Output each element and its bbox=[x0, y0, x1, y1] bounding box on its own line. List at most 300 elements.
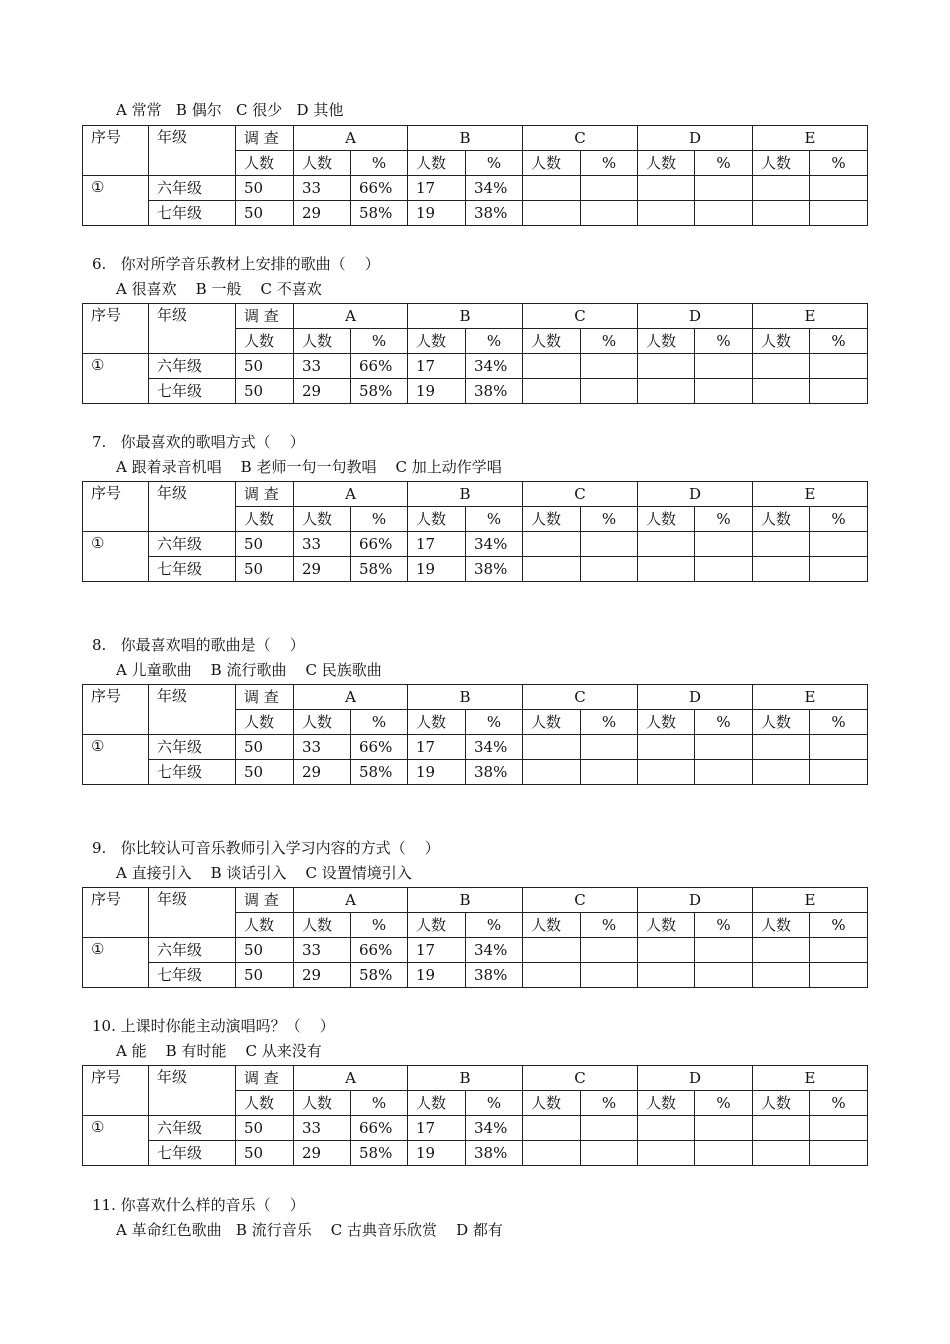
row-a-percent: 58% bbox=[351, 760, 408, 785]
header-option-c: C bbox=[523, 126, 638, 151]
header-option-c: C bbox=[523, 685, 638, 710]
subheader-count-d: 人数 bbox=[638, 913, 695, 938]
empty-cell bbox=[753, 1141, 810, 1166]
row-a-percent: 58% bbox=[351, 379, 408, 404]
empty-cell bbox=[753, 1116, 810, 1141]
row-a-percent: 58% bbox=[351, 963, 408, 988]
row-seq: ① bbox=[83, 176, 149, 226]
subheader-count-a: 人数 bbox=[294, 913, 351, 938]
empty-cell bbox=[638, 176, 695, 201]
empty-cell bbox=[638, 963, 695, 988]
header-option-c: C bbox=[523, 1066, 638, 1091]
header-surveyed: 调 查 bbox=[236, 126, 294, 151]
subheader-count-c: 人数 bbox=[523, 913, 581, 938]
table-row bbox=[83, 532, 868, 557]
header-option-d: D bbox=[638, 1066, 753, 1091]
empty-cell bbox=[753, 557, 810, 582]
empty-cell bbox=[753, 201, 810, 226]
row-b-percent: 38% bbox=[466, 379, 523, 404]
empty-cell bbox=[810, 557, 868, 582]
empty-cell bbox=[695, 760, 753, 785]
subheader-percent-c: % bbox=[581, 1091, 638, 1116]
header-surveyed-count: 人数 bbox=[236, 1091, 294, 1116]
header-option-b: B bbox=[408, 126, 523, 151]
question-text: 8. 你最喜欢唱的歌曲是（ ） bbox=[92, 636, 305, 654]
row-a-percent: 66% bbox=[351, 1116, 408, 1141]
row-surveyed: 50 bbox=[236, 760, 294, 785]
row-a-count: 29 bbox=[294, 760, 351, 785]
header-option-b: B bbox=[408, 685, 523, 710]
table-header-row bbox=[83, 126, 868, 151]
row-surveyed: 50 bbox=[236, 1141, 294, 1166]
subheader-percent-a: % bbox=[351, 507, 408, 532]
empty-cell bbox=[638, 938, 695, 963]
row-b-percent: 38% bbox=[466, 1141, 523, 1166]
empty-cell bbox=[753, 354, 810, 379]
row-b-count: 17 bbox=[408, 1116, 466, 1141]
empty-cell bbox=[810, 354, 868, 379]
header-grade: 年级 bbox=[149, 482, 236, 532]
empty-cell bbox=[581, 201, 638, 226]
row-a-percent: 66% bbox=[351, 938, 408, 963]
table-row bbox=[83, 1116, 868, 1141]
empty-cell bbox=[638, 557, 695, 582]
header-option-e: E bbox=[753, 888, 868, 913]
header-surveyed: 调 查 bbox=[236, 304, 294, 329]
empty-cell bbox=[753, 938, 810, 963]
subheader-percent-a: % bbox=[351, 329, 408, 354]
survey-table-1 bbox=[82, 303, 868, 404]
question-text: 11. 你喜欢什么样的音乐（ ） bbox=[92, 1196, 305, 1214]
subheader-count-d: 人数 bbox=[638, 507, 695, 532]
row-b-count: 19 bbox=[408, 379, 466, 404]
row-b-count: 17 bbox=[408, 938, 466, 963]
empty-cell bbox=[581, 176, 638, 201]
row-a-count: 33 bbox=[294, 1116, 351, 1141]
row-b-percent: 34% bbox=[466, 938, 523, 963]
empty-cell bbox=[638, 379, 695, 404]
empty-cell bbox=[523, 760, 581, 785]
empty-cell bbox=[695, 201, 753, 226]
empty-cell bbox=[581, 963, 638, 988]
empty-cell bbox=[638, 532, 695, 557]
empty-cell bbox=[695, 557, 753, 582]
row-b-count: 19 bbox=[408, 760, 466, 785]
subheader-count-c: 人数 bbox=[523, 1091, 581, 1116]
subheader-percent-e: % bbox=[810, 329, 868, 354]
subheader-count-b: 人数 bbox=[408, 1091, 466, 1116]
empty-cell bbox=[695, 532, 753, 557]
answer-options: A 很喜欢 B 一般 C 不喜欢 bbox=[116, 280, 322, 298]
survey-table-0 bbox=[82, 125, 868, 226]
row-surveyed: 50 bbox=[236, 963, 294, 988]
row-seq: ① bbox=[83, 1116, 149, 1166]
subheader-count-e: 人数 bbox=[753, 913, 810, 938]
subheader-count-e: 人数 bbox=[753, 329, 810, 354]
row-b-count: 19 bbox=[408, 1141, 466, 1166]
header-surveyed: 调 查 bbox=[236, 482, 294, 507]
empty-cell bbox=[523, 1141, 581, 1166]
subheader-count-b: 人数 bbox=[408, 507, 466, 532]
subheader-count-c: 人数 bbox=[523, 329, 581, 354]
row-a-count: 33 bbox=[294, 354, 351, 379]
row-a-percent: 66% bbox=[351, 735, 408, 760]
row-grade: 六年级 bbox=[149, 735, 236, 760]
subheader-count-e: 人数 bbox=[753, 507, 810, 532]
empty-cell bbox=[810, 963, 868, 988]
question-text: 9. 你比较认可音乐教师引入学习内容的方式（ ） bbox=[92, 839, 440, 857]
row-a-count: 29 bbox=[294, 1141, 351, 1166]
question-text: 6. 你对所学音乐教材上安排的歌曲（ ） bbox=[92, 255, 380, 273]
header-option-a: A bbox=[294, 482, 408, 507]
subheader-percent-d: % bbox=[695, 507, 753, 532]
subheader-percent-a: % bbox=[351, 151, 408, 176]
row-surveyed: 50 bbox=[236, 557, 294, 582]
row-grade: 六年级 bbox=[149, 176, 236, 201]
subheader-count-e: 人数 bbox=[753, 151, 810, 176]
subheader-percent-d: % bbox=[695, 151, 753, 176]
subheader-percent-b: % bbox=[466, 913, 523, 938]
empty-cell bbox=[638, 760, 695, 785]
row-a-percent: 58% bbox=[351, 1141, 408, 1166]
header-grade: 年级 bbox=[149, 685, 236, 735]
row-b-percent: 34% bbox=[466, 1116, 523, 1141]
row-seq: ① bbox=[83, 354, 149, 404]
row-b-count: 19 bbox=[408, 201, 466, 226]
empty-cell bbox=[523, 354, 581, 379]
row-surveyed: 50 bbox=[236, 201, 294, 226]
table-row bbox=[83, 176, 868, 201]
subheader-count-d: 人数 bbox=[638, 710, 695, 735]
header-option-e: E bbox=[753, 126, 868, 151]
row-a-count: 29 bbox=[294, 201, 351, 226]
subheader-percent-b: % bbox=[466, 329, 523, 354]
table-row bbox=[83, 557, 868, 582]
subheader-percent-e: % bbox=[810, 507, 868, 532]
row-a-percent: 58% bbox=[351, 201, 408, 226]
survey-table-4 bbox=[82, 887, 868, 988]
row-b-percent: 38% bbox=[466, 760, 523, 785]
row-surveyed: 50 bbox=[236, 938, 294, 963]
subheader-count-b: 人数 bbox=[408, 710, 466, 735]
subheader-count-e: 人数 bbox=[753, 710, 810, 735]
table-row bbox=[83, 1141, 868, 1166]
question-text: 7. 你最喜欢的歌唱方式（ ） bbox=[92, 433, 305, 451]
empty-cell bbox=[523, 963, 581, 988]
header-grade: 年级 bbox=[149, 126, 236, 176]
answer-options: A 儿童歌曲 B 流行歌曲 C 民族歌曲 bbox=[116, 661, 382, 679]
header-seq: 序号 bbox=[83, 685, 149, 735]
empty-cell bbox=[810, 176, 868, 201]
row-surveyed: 50 bbox=[236, 735, 294, 760]
empty-cell bbox=[753, 735, 810, 760]
header-seq: 序号 bbox=[83, 126, 149, 176]
table-row bbox=[83, 735, 868, 760]
row-seq: ① bbox=[83, 532, 149, 582]
answer-options: A 能 B 有时能 C 从来没有 bbox=[116, 1042, 322, 1060]
header-option-d: D bbox=[638, 304, 753, 329]
empty-cell bbox=[523, 938, 581, 963]
row-a-count: 29 bbox=[294, 557, 351, 582]
header-surveyed-count: 人数 bbox=[236, 329, 294, 354]
table-row bbox=[83, 760, 868, 785]
empty-cell bbox=[810, 938, 868, 963]
subheader-percent-d: % bbox=[695, 1091, 753, 1116]
header-seq: 序号 bbox=[83, 482, 149, 532]
empty-cell bbox=[581, 557, 638, 582]
row-grade: 七年级 bbox=[149, 201, 236, 226]
answer-options: A 常常 B 偶尔 C 很少 D 其他 bbox=[116, 101, 344, 119]
row-b-percent: 34% bbox=[466, 735, 523, 760]
empty-cell bbox=[810, 379, 868, 404]
header-option-a: A bbox=[294, 1066, 408, 1091]
row-b-count: 17 bbox=[408, 354, 466, 379]
subheader-count-b: 人数 bbox=[408, 329, 466, 354]
header-grade: 年级 bbox=[149, 304, 236, 354]
subheader-count-a: 人数 bbox=[294, 710, 351, 735]
subheader-percent-e: % bbox=[810, 1091, 868, 1116]
header-surveyed: 调 查 bbox=[236, 888, 294, 913]
empty-cell bbox=[638, 354, 695, 379]
row-grade: 六年级 bbox=[149, 532, 236, 557]
row-b-count: 19 bbox=[408, 963, 466, 988]
header-option-e: E bbox=[753, 482, 868, 507]
subheader-count-b: 人数 bbox=[408, 151, 466, 176]
row-grade: 七年级 bbox=[149, 963, 236, 988]
empty-cell bbox=[581, 760, 638, 785]
header-surveyed-count: 人数 bbox=[236, 710, 294, 735]
row-b-count: 17 bbox=[408, 532, 466, 557]
row-b-percent: 34% bbox=[466, 176, 523, 201]
empty-cell bbox=[695, 354, 753, 379]
subheader-percent-c: % bbox=[581, 329, 638, 354]
subheader-count-a: 人数 bbox=[294, 1091, 351, 1116]
subheader-percent-d: % bbox=[695, 913, 753, 938]
subheader-percent-a: % bbox=[351, 710, 408, 735]
subheader-percent-d: % bbox=[695, 329, 753, 354]
header-option-d: D bbox=[638, 126, 753, 151]
subheader-count-d: 人数 bbox=[638, 1091, 695, 1116]
subheader-percent-c: % bbox=[581, 151, 638, 176]
header-option-e: E bbox=[753, 304, 868, 329]
empty-cell bbox=[581, 532, 638, 557]
header-option-d: D bbox=[638, 888, 753, 913]
table-header-row bbox=[83, 1066, 868, 1091]
empty-cell bbox=[638, 735, 695, 760]
header-option-a: A bbox=[294, 304, 408, 329]
empty-cell bbox=[810, 201, 868, 226]
row-a-count: 33 bbox=[294, 735, 351, 760]
empty-cell bbox=[523, 379, 581, 404]
empty-cell bbox=[810, 1116, 868, 1141]
subheader-percent-a: % bbox=[351, 913, 408, 938]
header-seq: 序号 bbox=[83, 1066, 149, 1116]
row-b-percent: 34% bbox=[466, 532, 523, 557]
empty-cell bbox=[581, 1141, 638, 1166]
row-seq: ① bbox=[83, 735, 149, 785]
empty-cell bbox=[523, 1116, 581, 1141]
subheader-count-a: 人数 bbox=[294, 507, 351, 532]
row-b-percent: 38% bbox=[466, 201, 523, 226]
row-surveyed: 50 bbox=[236, 354, 294, 379]
row-b-percent: 34% bbox=[466, 354, 523, 379]
table-header-row bbox=[83, 888, 868, 913]
subheader-percent-c: % bbox=[581, 913, 638, 938]
row-seq: ① bbox=[83, 938, 149, 988]
empty-cell bbox=[695, 963, 753, 988]
row-a-percent: 66% bbox=[351, 532, 408, 557]
row-a-percent: 66% bbox=[351, 176, 408, 201]
empty-cell bbox=[810, 735, 868, 760]
subheader-percent-e: % bbox=[810, 913, 868, 938]
question-text: 10. 上课时你能主动演唱吗？（ ） bbox=[92, 1017, 335, 1035]
empty-cell bbox=[753, 379, 810, 404]
subheader-percent-e: % bbox=[810, 710, 868, 735]
header-surveyed-count: 人数 bbox=[236, 913, 294, 938]
subheader-count-c: 人数 bbox=[523, 710, 581, 735]
header-option-b: B bbox=[408, 304, 523, 329]
row-grade: 七年级 bbox=[149, 1141, 236, 1166]
row-surveyed: 50 bbox=[236, 379, 294, 404]
table-row bbox=[83, 963, 868, 988]
table-row bbox=[83, 354, 868, 379]
row-grade: 六年级 bbox=[149, 1116, 236, 1141]
header-surveyed-count: 人数 bbox=[236, 151, 294, 176]
header-seq: 序号 bbox=[83, 304, 149, 354]
empty-cell bbox=[581, 354, 638, 379]
header-option-e: E bbox=[753, 685, 868, 710]
row-a-count: 33 bbox=[294, 532, 351, 557]
table-row bbox=[83, 379, 868, 404]
empty-cell bbox=[810, 532, 868, 557]
row-grade: 七年级 bbox=[149, 760, 236, 785]
row-a-percent: 66% bbox=[351, 354, 408, 379]
row-b-percent: 38% bbox=[466, 963, 523, 988]
row-grade: 六年级 bbox=[149, 354, 236, 379]
header-option-c: C bbox=[523, 482, 638, 507]
header-seq: 序号 bbox=[83, 888, 149, 938]
subheader-count-e: 人数 bbox=[753, 1091, 810, 1116]
subheader-count-a: 人数 bbox=[294, 329, 351, 354]
empty-cell bbox=[523, 532, 581, 557]
row-b-count: 17 bbox=[408, 176, 466, 201]
empty-cell bbox=[753, 963, 810, 988]
header-option-b: B bbox=[408, 482, 523, 507]
row-a-count: 33 bbox=[294, 176, 351, 201]
empty-cell bbox=[695, 938, 753, 963]
empty-cell bbox=[695, 735, 753, 760]
empty-cell bbox=[638, 1141, 695, 1166]
empty-cell bbox=[638, 201, 695, 226]
subheader-count-c: 人数 bbox=[523, 507, 581, 532]
empty-cell bbox=[695, 176, 753, 201]
subheader-percent-c: % bbox=[581, 507, 638, 532]
header-option-e: E bbox=[753, 1066, 868, 1091]
header-option-b: B bbox=[408, 888, 523, 913]
empty-cell bbox=[695, 1116, 753, 1141]
empty-cell bbox=[810, 1141, 868, 1166]
empty-cell bbox=[638, 1116, 695, 1141]
subheader-count-d: 人数 bbox=[638, 329, 695, 354]
row-grade: 六年级 bbox=[149, 938, 236, 963]
subheader-percent-b: % bbox=[466, 507, 523, 532]
header-grade: 年级 bbox=[149, 1066, 236, 1116]
row-b-percent: 38% bbox=[466, 557, 523, 582]
empty-cell bbox=[810, 760, 868, 785]
survey-table-2 bbox=[82, 481, 868, 582]
row-a-count: 29 bbox=[294, 379, 351, 404]
header-option-a: A bbox=[294, 126, 408, 151]
empty-cell bbox=[581, 1116, 638, 1141]
answer-options: A 直接引入 B 谈话引入 C 设置情境引入 bbox=[116, 864, 412, 882]
header-option-b: B bbox=[408, 1066, 523, 1091]
header-surveyed-count: 人数 bbox=[236, 507, 294, 532]
answer-options: A 革命红色歌曲 B 流行音乐 C 古典音乐欣赏 D 都有 bbox=[116, 1221, 503, 1239]
subheader-percent-b: % bbox=[466, 1091, 523, 1116]
subheader-count-b: 人数 bbox=[408, 913, 466, 938]
empty-cell bbox=[523, 201, 581, 226]
empty-cell bbox=[581, 938, 638, 963]
header-option-c: C bbox=[523, 888, 638, 913]
row-a-percent: 58% bbox=[351, 557, 408, 582]
row-surveyed: 50 bbox=[236, 176, 294, 201]
survey-table-3 bbox=[82, 684, 868, 785]
subheader-percent-a: % bbox=[351, 1091, 408, 1116]
header-option-c: C bbox=[523, 304, 638, 329]
row-a-count: 33 bbox=[294, 938, 351, 963]
empty-cell bbox=[581, 735, 638, 760]
subheader-percent-b: % bbox=[466, 710, 523, 735]
header-option-d: D bbox=[638, 685, 753, 710]
subheader-count-a: 人数 bbox=[294, 151, 351, 176]
empty-cell bbox=[753, 760, 810, 785]
row-surveyed: 50 bbox=[236, 1116, 294, 1141]
answer-options: A 跟着录音机唱 B 老师一句一句教唱 C 加上动作学唱 bbox=[116, 458, 502, 476]
empty-cell bbox=[523, 557, 581, 582]
survey-table-5 bbox=[82, 1065, 868, 1166]
table-header-row bbox=[83, 482, 868, 507]
subheader-percent-b: % bbox=[466, 151, 523, 176]
empty-cell bbox=[695, 1141, 753, 1166]
empty-cell bbox=[523, 176, 581, 201]
subheader-percent-d: % bbox=[695, 710, 753, 735]
header-surveyed: 调 查 bbox=[236, 685, 294, 710]
empty-cell bbox=[753, 532, 810, 557]
row-grade: 七年级 bbox=[149, 557, 236, 582]
table-header-row bbox=[83, 685, 868, 710]
row-b-count: 17 bbox=[408, 735, 466, 760]
subheader-count-d: 人数 bbox=[638, 151, 695, 176]
row-surveyed: 50 bbox=[236, 532, 294, 557]
subheader-percent-c: % bbox=[581, 710, 638, 735]
row-grade: 七年级 bbox=[149, 379, 236, 404]
header-option-d: D bbox=[638, 482, 753, 507]
subheader-count-c: 人数 bbox=[523, 151, 581, 176]
row-b-count: 19 bbox=[408, 557, 466, 582]
header-option-a: A bbox=[294, 685, 408, 710]
subheader-percent-e: % bbox=[810, 151, 868, 176]
header-option-a: A bbox=[294, 888, 408, 913]
empty-cell bbox=[581, 379, 638, 404]
row-a-count: 29 bbox=[294, 963, 351, 988]
empty-cell bbox=[695, 379, 753, 404]
header-grade: 年级 bbox=[149, 888, 236, 938]
empty-cell bbox=[523, 735, 581, 760]
table-row bbox=[83, 201, 868, 226]
table-header-row bbox=[83, 304, 868, 329]
empty-cell bbox=[753, 176, 810, 201]
table-row bbox=[83, 938, 868, 963]
